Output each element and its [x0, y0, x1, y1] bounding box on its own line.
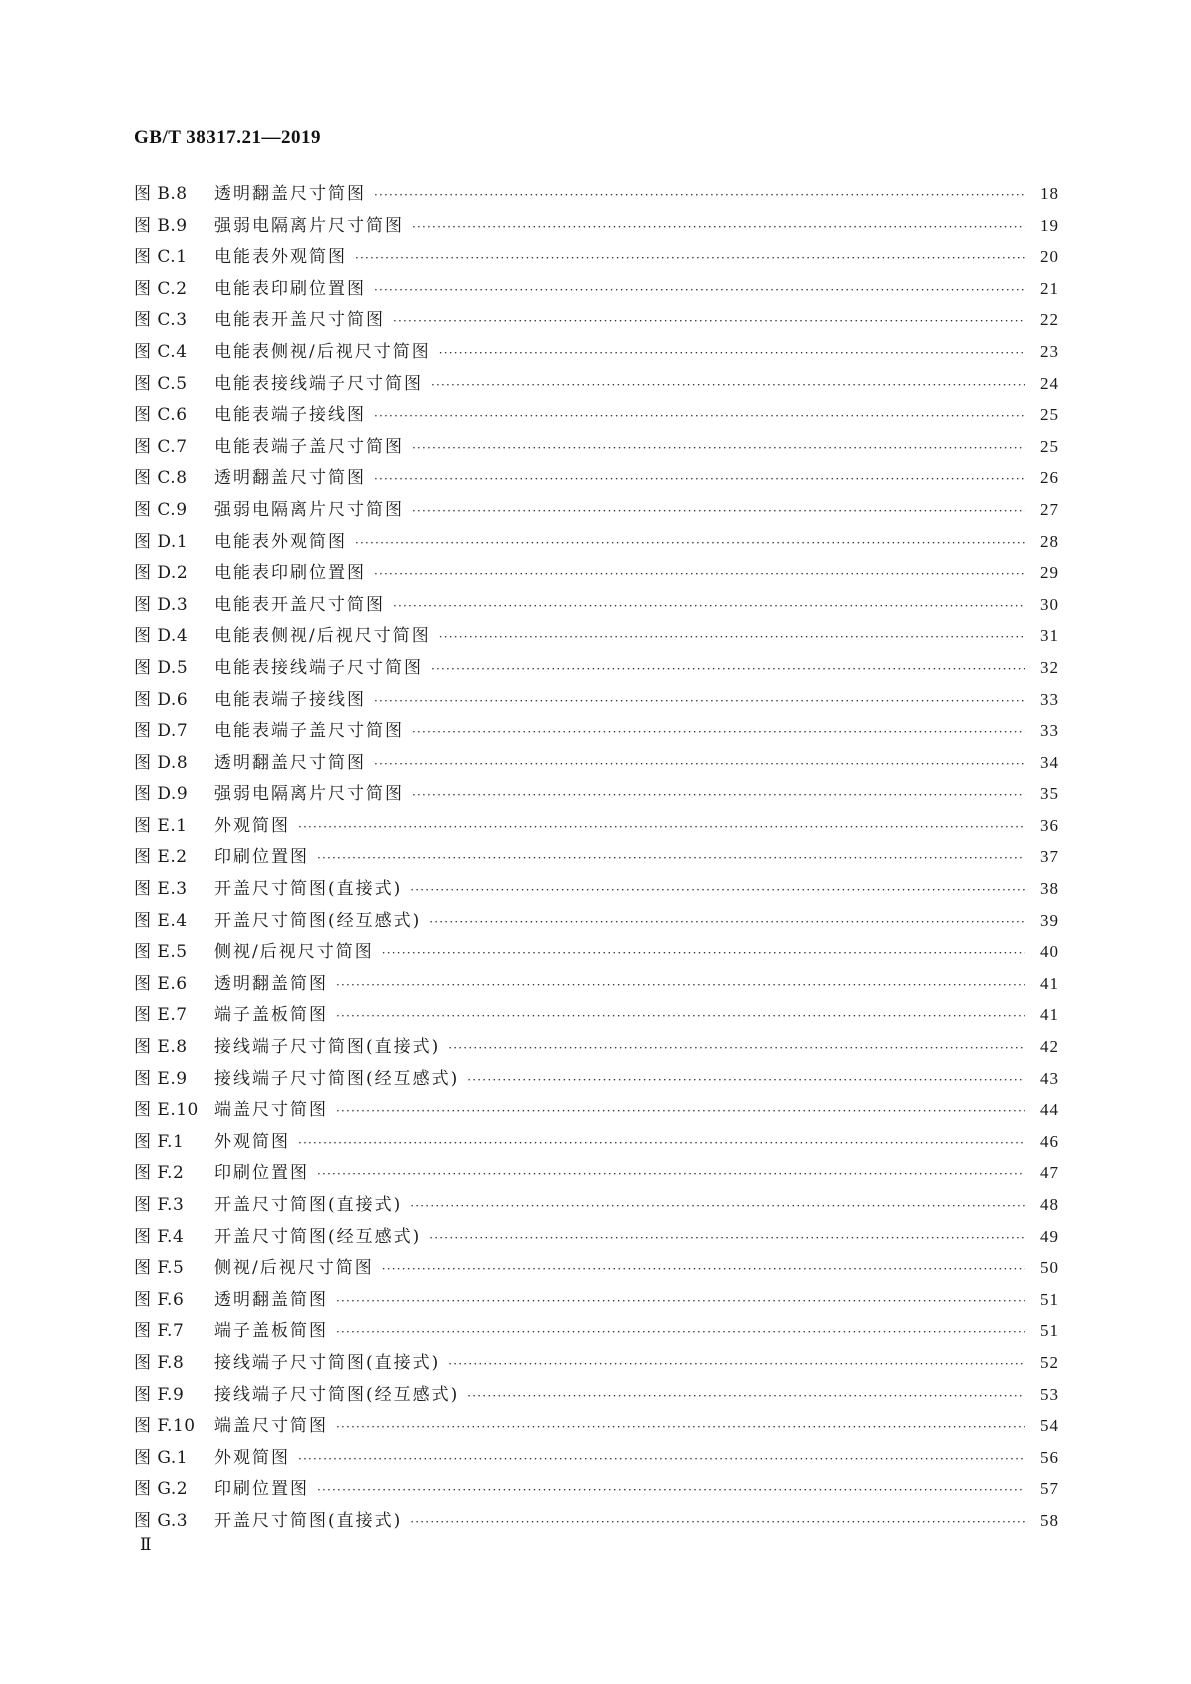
figure-title: 开盖尺寸简图(经互感式): [214, 1226, 422, 1247]
figure-number: 图 D.8: [134, 752, 189, 773]
figure-number: 图 F.1: [134, 1131, 185, 1152]
figure-title: 电能表外观简图: [214, 531, 347, 552]
page-number: 51: [1040, 1289, 1059, 1309]
toc-entry[interactable]: [134, 1473, 1059, 1505]
toc-entry[interactable]: [134, 273, 1059, 305]
figure-title: 开盖尺寸简图(直接式): [214, 879, 403, 900]
dot-leader: [355, 528, 1025, 560]
page-number: 30: [1040, 594, 1059, 614]
dot-leader: [374, 559, 1025, 591]
page-number: 20: [1040, 247, 1059, 267]
page-number: 28: [1040, 531, 1059, 551]
toc-entry[interactable]: [134, 178, 1059, 210]
figure-number: 图 D.2: [134, 563, 189, 584]
page-number: 49: [1040, 1226, 1059, 1246]
figure-number: 图 F.4: [134, 1226, 185, 1247]
figure-title: 侧视/后视尺寸简图: [214, 1258, 374, 1279]
figure-number: 图 F.9: [134, 1384, 185, 1405]
document-id: GB/T 38317.21—2019: [134, 127, 322, 148]
page-number: 21: [1040, 278, 1059, 298]
toc-entry[interactable]: [134, 1157, 1059, 1189]
dot-leader: [317, 1159, 1025, 1191]
toc-entry[interactable]: [134, 1410, 1059, 1442]
figure-title: 外观简图: [214, 815, 290, 836]
figure-number: 图 D.7: [134, 721, 189, 742]
figure-number: 图 D.9: [134, 784, 189, 805]
dot-leader: [336, 1096, 1025, 1128]
figure-number: 图 E.2: [134, 847, 188, 868]
toc-entry[interactable]: [134, 684, 1059, 716]
page-number: 37: [1040, 847, 1059, 867]
figure-number: 图 D.1: [134, 531, 189, 552]
figure-title: 透明翻盖简图: [214, 1289, 328, 1310]
page-number: 23: [1040, 341, 1059, 361]
figure-list: [134, 178, 1059, 1537]
dot-leader: [467, 1065, 1025, 1097]
figure-number: 图 D.5: [134, 657, 189, 678]
figure-title: 接线端子尺寸简图(经互感式): [214, 1068, 460, 1089]
page-number: 39: [1040, 910, 1059, 930]
dot-leader: [467, 1381, 1025, 1413]
toc-entry[interactable]: [134, 1315, 1059, 1347]
dot-leader: [410, 875, 1025, 907]
figure-title: 电能表开盖尺寸简图: [214, 594, 385, 615]
toc-entry[interactable]: [134, 210, 1059, 242]
figure-title: 印刷位置图: [214, 1163, 309, 1184]
page-number: 25: [1040, 405, 1059, 425]
figure-number: 图 E.5: [134, 942, 188, 963]
toc-entry[interactable]: [134, 1063, 1059, 1095]
figure-number: 图 C.1: [134, 247, 188, 268]
figure-title: 电能表端子接线图: [214, 689, 366, 710]
dot-leader: [355, 243, 1025, 275]
figure-title: 电能表接线端子尺寸简图: [214, 373, 423, 394]
page-number: 29: [1040, 563, 1059, 583]
page-number: 33: [1040, 721, 1059, 741]
figure-number: 图 E.10: [134, 1100, 199, 1121]
figure-number: 图 E.9: [134, 1068, 188, 1089]
dot-leader: [412, 780, 1025, 812]
figure-number: 图 E.7: [134, 1005, 188, 1026]
figure-title: 外观简图: [214, 1447, 290, 1468]
dot-leader: [336, 970, 1025, 1002]
page-number: 35: [1040, 784, 1059, 804]
dot-leader: [336, 1001, 1025, 1033]
dot-leader: [448, 1033, 1025, 1065]
dot-leader: [412, 717, 1025, 749]
figure-number: 图 C.4: [134, 341, 188, 362]
page-number: 19: [1040, 215, 1059, 235]
figure-title: 电能表印刷位置图: [214, 278, 366, 299]
dot-leader: [429, 1223, 1025, 1255]
page-number: 58: [1040, 1510, 1059, 1530]
figure-title: 端子盖板简图: [214, 1005, 328, 1026]
page-number: 56: [1040, 1447, 1059, 1467]
toc-entry[interactable]: [134, 936, 1059, 968]
toc-entry[interactable]: [134, 999, 1059, 1031]
dot-leader: [439, 338, 1025, 370]
toc-entry[interactable]: [134, 589, 1059, 621]
page-number: 47: [1040, 1163, 1059, 1183]
figure-number: 图 F.5: [134, 1258, 185, 1279]
page-number: 26: [1040, 468, 1059, 488]
dot-leader: [374, 180, 1025, 212]
figure-number: 图 D.3: [134, 594, 189, 615]
dot-leader: [374, 749, 1025, 781]
toc-entry[interactable]: [134, 1379, 1059, 1411]
figure-title: 透明翻盖尺寸简图: [214, 752, 366, 773]
figure-number: 图 D.6: [134, 689, 189, 710]
figure-title: 侧视/后视尺寸简图: [214, 942, 374, 963]
toc-entry[interactable]: [134, 1031, 1059, 1063]
toc-entry[interactable]: [134, 241, 1059, 273]
figure-title: 电能表接线端子尺寸简图: [214, 657, 423, 678]
figure-title: 电能表端子接线图: [214, 405, 366, 426]
dot-leader: [317, 1475, 1025, 1507]
page-number: 41: [1040, 973, 1059, 993]
dot-leader: [374, 401, 1025, 433]
figure-title: 透明翻盖简图: [214, 973, 328, 994]
dot-leader: [336, 1317, 1025, 1349]
toc-entry[interactable]: [134, 557, 1059, 589]
figure-title: 开盖尺寸简图(经互感式): [214, 910, 422, 931]
page-number: 50: [1040, 1258, 1059, 1278]
dot-leader: [429, 907, 1025, 939]
page-folio: Ⅱ: [140, 1535, 152, 1554]
figure-title: 端子盖板简图: [214, 1321, 328, 1342]
toc-entry[interactable]: [134, 399, 1059, 431]
figure-number: 图 F.7: [134, 1321, 185, 1342]
dot-leader: [412, 496, 1025, 528]
figure-title: 强弱电隔离片尺寸简图: [214, 784, 404, 805]
page-number: 42: [1040, 1037, 1059, 1057]
toc-entry[interactable]: [134, 1442, 1059, 1474]
figure-title: 强弱电隔离片尺寸简图: [214, 215, 404, 236]
page-number: 18: [1040, 184, 1059, 203]
figure-title: 接线端子尺寸简图(直接式): [214, 1037, 441, 1058]
dot-leader: [374, 275, 1025, 307]
page-number: 41: [1040, 1005, 1059, 1025]
toc-entry[interactable]: [134, 1094, 1059, 1126]
dot-leader: [298, 812, 1025, 844]
figure-number: 图 G.2: [134, 1479, 189, 1500]
page-number: 54: [1040, 1416, 1059, 1436]
figure-number: 图 C.3: [134, 310, 188, 331]
page-number: 31: [1040, 626, 1059, 646]
figure-title: 外观简图: [214, 1131, 290, 1152]
page-number: 44: [1040, 1100, 1059, 1120]
figure-title: 电能表侧视/后视尺寸简图: [214, 626, 431, 647]
toc-entry[interactable]: [134, 715, 1059, 747]
figure-title: 印刷位置图: [214, 847, 309, 868]
figure-number: 图 C.6: [134, 405, 188, 426]
toc-entry[interactable]: [134, 873, 1059, 905]
figure-number: 图 D.4: [134, 626, 189, 647]
toc-entry[interactable]: [134, 304, 1059, 336]
page-number: 36: [1040, 815, 1059, 835]
page-number: 40: [1040, 942, 1059, 962]
figure-number: 图 E.1: [134, 815, 188, 836]
toc-entry[interactable]: [134, 841, 1059, 873]
figure-number: 图 B.8: [134, 184, 188, 204]
toc-entry[interactable]: [134, 462, 1059, 494]
page-number: 52: [1040, 1352, 1059, 1372]
figure-number: 图 E.6: [134, 973, 188, 994]
toc-entry[interactable]: [134, 1284, 1059, 1316]
dot-leader: [431, 654, 1025, 686]
figure-title: 端盖尺寸简图: [214, 1100, 328, 1121]
dot-leader: [393, 591, 1025, 623]
page-number: 46: [1040, 1131, 1059, 1151]
page-number: 22: [1040, 310, 1059, 330]
toc-entry[interactable]: [134, 810, 1059, 842]
toc-entry[interactable]: [134, 652, 1059, 684]
figure-number: 图 E.3: [134, 879, 188, 900]
dot-leader: [431, 370, 1025, 402]
figure-title: 透明翻盖尺寸简图: [214, 468, 366, 489]
figure-number: 图 B.9: [134, 215, 188, 236]
page-number: 48: [1040, 1195, 1059, 1214]
page-number: 38: [1040, 879, 1059, 899]
figure-number: 图 C.2: [134, 278, 188, 299]
figure-title: 开盖尺寸简图(直接式): [214, 1510, 403, 1531]
figure-title: 电能表开盖尺寸简图: [214, 310, 385, 331]
dot-leader: [412, 433, 1025, 465]
toc-entry[interactable]: [134, 968, 1059, 1000]
figure-title: 电能表端子盖尺寸简图: [214, 721, 404, 742]
page-number: 27: [1040, 499, 1059, 519]
figure-title: 电能表印刷位置图: [214, 563, 366, 584]
dot-leader: [382, 1254, 1025, 1286]
dot-leader: [317, 843, 1025, 875]
dot-leader: [374, 686, 1025, 718]
figure-number: 图 C.9: [134, 499, 188, 520]
dot-leader: [412, 212, 1025, 244]
toc-entry[interactable]: [134, 1221, 1059, 1253]
figure-title: 接线端子尺寸简图(直接式): [214, 1352, 441, 1373]
dot-leader: [393, 306, 1025, 338]
toc-entry[interactable]: [134, 620, 1059, 652]
toc-entry[interactable]: [134, 368, 1059, 400]
figure-number: 图 F.10: [134, 1416, 196, 1437]
figure-title: 印刷位置图: [214, 1479, 309, 1500]
page-number: 51: [1040, 1321, 1059, 1341]
dot-leader: [410, 1191, 1025, 1223]
figure-title: 电能表端子盖尺寸简图: [214, 436, 404, 457]
page-number: 57: [1040, 1479, 1059, 1499]
figure-title: 电能表外观简图: [214, 247, 347, 268]
page-number: 32: [1040, 657, 1059, 677]
figure-number: 图 C.7: [134, 436, 188, 457]
toc-entry[interactable]: [134, 526, 1059, 558]
page-number: 53: [1040, 1384, 1059, 1404]
dot-leader: [410, 1507, 1025, 1539]
figure-title: 开盖尺寸简图(直接式): [214, 1195, 403, 1215]
figure-number: 图 F.2: [134, 1163, 185, 1184]
toc-entry[interactable]: [134, 431, 1059, 463]
toc-entry[interactable]: [134, 905, 1059, 937]
dot-leader: [336, 1286, 1025, 1318]
dot-leader: [298, 1128, 1025, 1160]
dot-leader: [382, 938, 1025, 970]
toc-entry[interactable]: [134, 494, 1059, 526]
figure-number: 图 G.1: [134, 1447, 189, 1468]
figure-number: 图 F.3: [134, 1195, 185, 1215]
toc-entry[interactable]: [134, 1347, 1059, 1379]
figure-title: 端盖尺寸简图: [214, 1416, 328, 1437]
toc-entry[interactable]: [134, 1505, 1059, 1537]
figure-number: 图 E.8: [134, 1037, 188, 1058]
page-number: 43: [1040, 1068, 1059, 1088]
toc-entry[interactable]: [134, 336, 1059, 368]
page-number: 34: [1040, 752, 1059, 772]
toc-entry[interactable]: [134, 1252, 1059, 1284]
page-number: 33: [1040, 689, 1059, 709]
page-number: 25: [1040, 436, 1059, 456]
figure-number: 图 F.8: [134, 1352, 185, 1373]
dot-leader: [298, 1444, 1025, 1476]
toc-entry[interactable]: [134, 778, 1059, 810]
figure-number: 图 C.5: [134, 373, 188, 394]
dot-leader: [439, 622, 1025, 654]
figure-title: 透明翻盖尺寸简图: [214, 184, 366, 204]
dot-leader: [448, 1349, 1025, 1381]
toc-entry[interactable]: [134, 1189, 1059, 1221]
figure-title: 电能表侧视/后视尺寸简图: [214, 341, 431, 362]
dot-leader: [374, 464, 1025, 496]
page-number: 24: [1040, 373, 1059, 393]
figure-title: 强弱电隔离片尺寸简图: [214, 499, 404, 520]
figure-title: 接线端子尺寸简图(经互感式): [214, 1384, 460, 1405]
figure-number: 图 F.6: [134, 1289, 185, 1310]
figure-number: 图 G.3: [134, 1510, 189, 1531]
figure-number: 图 C.8: [134, 468, 188, 489]
toc-entry[interactable]: [134, 1126, 1059, 1158]
toc-entry[interactable]: [134, 747, 1059, 779]
dot-leader: [336, 1412, 1025, 1444]
figure-number: 图 E.4: [134, 910, 188, 931]
